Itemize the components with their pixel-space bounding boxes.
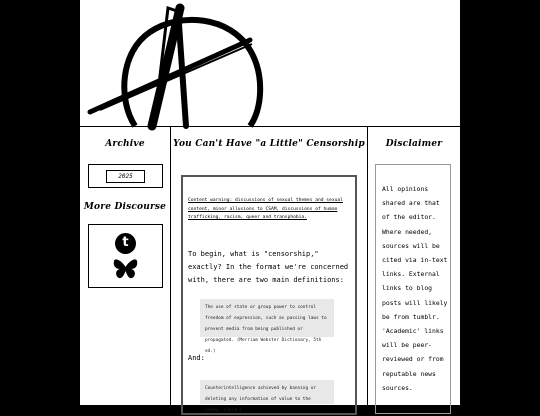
disclaimer-text: All opinions shared are that of the editor. Where needed, sources will be cited via in-text links. External links to blog posts will likely be from tumblr. 'Academic' links will be peer-reviewed or from reputable news sources. bbox=[382, 185, 448, 392]
and-text: And: bbox=[188, 354, 205, 362]
more-discourse-heading: More Discourse bbox=[83, 202, 167, 212]
right-sidebar bbox=[368, 127, 460, 405]
anarchy-logo[interactable] bbox=[80, 0, 460, 126]
site-header bbox=[80, 0, 460, 127]
disclaimer-heading: Disclaimer bbox=[385, 139, 443, 149]
main-content bbox=[171, 127, 368, 413]
page bbox=[80, 0, 460, 413]
butterfly-icon[interactable] bbox=[113, 258, 138, 280]
disclaimer-box bbox=[375, 164, 451, 414]
tumblr-icon[interactable]: t bbox=[115, 233, 136, 254]
post-body bbox=[181, 175, 357, 415]
archive-year-link[interactable]: 2025 bbox=[106, 170, 145, 183]
left-sidebar bbox=[80, 127, 171, 405]
definition-quote: Counterintelligence achieved by banning or deleting any information of value to the enemy. (ibid.) bbox=[200, 380, 334, 404]
archive-widget bbox=[88, 164, 163, 188]
definition-quote: The use of state or group power to control freedom of expression, such as passing laws to prevent media from being published or propagated. (Merriam Webster Dictionary, 5th ed.) bbox=[200, 299, 334, 337]
archive-heading: Archive bbox=[105, 139, 145, 149]
content-warning: Content warning: discussions of sexual themes and sexual content, minor allusions to CSAM, discussions of human trafficking, racism, queer and transphobia. bbox=[188, 198, 343, 220]
social-links bbox=[88, 224, 163, 288]
post-title[interactable]: You Can't Have "a Little" Censorship bbox=[173, 139, 365, 149]
post-paragraph: To begin, what is "censorship," exactly? In the format we're concerned with, there are two main definitions: bbox=[188, 250, 349, 284]
